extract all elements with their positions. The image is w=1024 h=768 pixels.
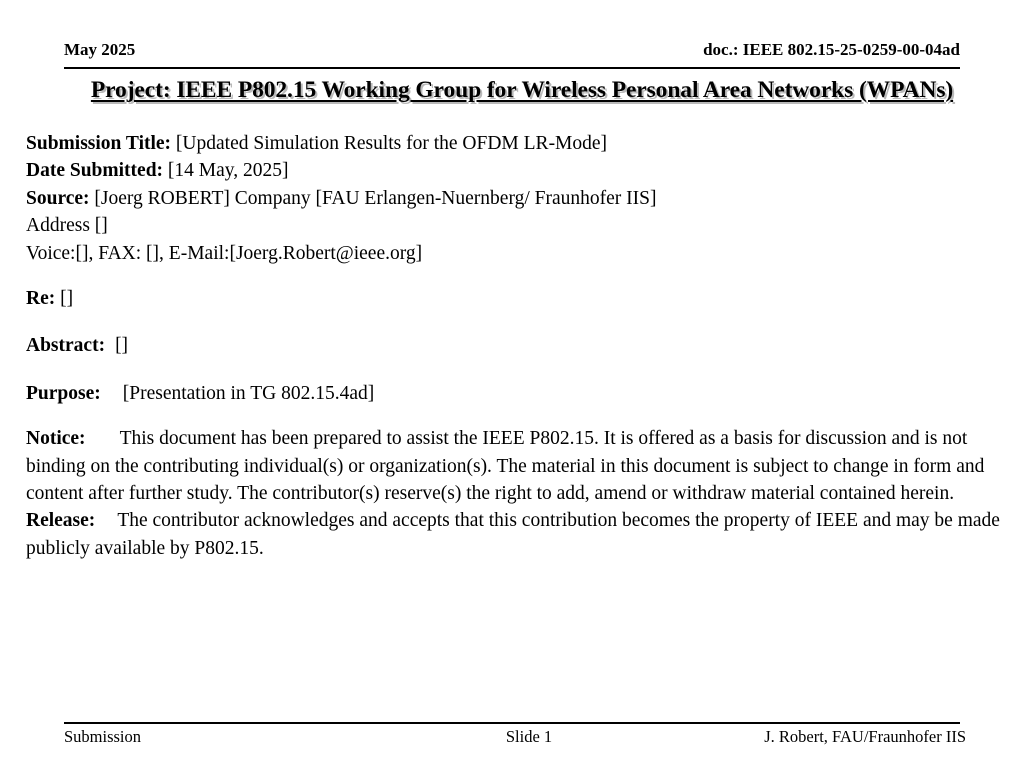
submission-title-value: [Updated Simulation Results for the OFDM LR-Mode] <box>175 133 608 154</box>
footer-submission-label: Submission <box>64 727 142 746</box>
page-title: Project: IEEE P802.15 Working Group for Wireless Personal Area Networks (WPANs) <box>90 77 954 103</box>
submission-title-line <box>26 130 1016 157</box>
slide-body <box>26 130 1016 562</box>
footer-divider <box>64 722 960 724</box>
re-value: [] <box>60 288 74 310</box>
date-submitted-label: Date Submitted: <box>26 160 164 182</box>
release-paragraph <box>26 507 1016 562</box>
abstract-value: [] <box>115 335 129 357</box>
purpose-value: [Presentation in TG 802.15.4ad] <box>122 382 375 404</box>
slide-header <box>64 40 960 70</box>
footer-author: J. Robert, FAU/Fraunhofer IIS <box>764 727 966 746</box>
abstract-line <box>26 332 1016 359</box>
abstract-label: Abstract: <box>26 335 106 357</box>
date-submitted-value: [14 May, 2025] <box>167 160 289 182</box>
slide-footer <box>64 726 966 748</box>
address-line: Address [] <box>26 215 108 237</box>
header-divider <box>64 67 960 69</box>
re-label: Re: <box>26 288 56 310</box>
header-date: May 2025 <box>64 40 136 59</box>
release-value: The contributor acknowledges and accepts that this contribution becomes the property of IEEE and may be made publicly available by P802.15. <box>26 510 1000 559</box>
source-label: Source: <box>26 187 90 209</box>
footer-slide-number: Slide 1 <box>505 727 553 746</box>
source-line <box>26 185 1016 212</box>
date-submitted-line <box>26 157 1016 184</box>
purpose-label: Purpose: <box>26 382 101 404</box>
header-row <box>64 40 960 63</box>
contact-line: Voice:[], FAX: [], E-Mail:[Joerg.Robert@ieee.org] <box>26 242 423 264</box>
submission-title-label: Submission Title: <box>26 133 172 154</box>
purpose-line <box>26 380 1016 407</box>
release-label: Release: <box>26 510 96 532</box>
notice-label: Notice: <box>26 428 86 450</box>
re-line <box>26 285 1016 312</box>
notice-paragraph <box>26 425 1016 507</box>
source-value: [Joerg ROBERT] Company [FAU Erlangen-Nuernberg/ Fraunhofer IIS] <box>94 187 657 209</box>
header-doc-number: doc.: IEEE 802.15-25-0259-00-04ad <box>703 40 960 59</box>
notice-value: This document has been prepared to assist the IEEE P802.15. It is offered as a basis for discussion and is not binding on the contributing individual(s) or organization(s). The material in this document is subject to change in form and content after further study. The contributor(s) reserve(s) the right to add, amend or withdraw material contained herein. <box>26 428 985 505</box>
